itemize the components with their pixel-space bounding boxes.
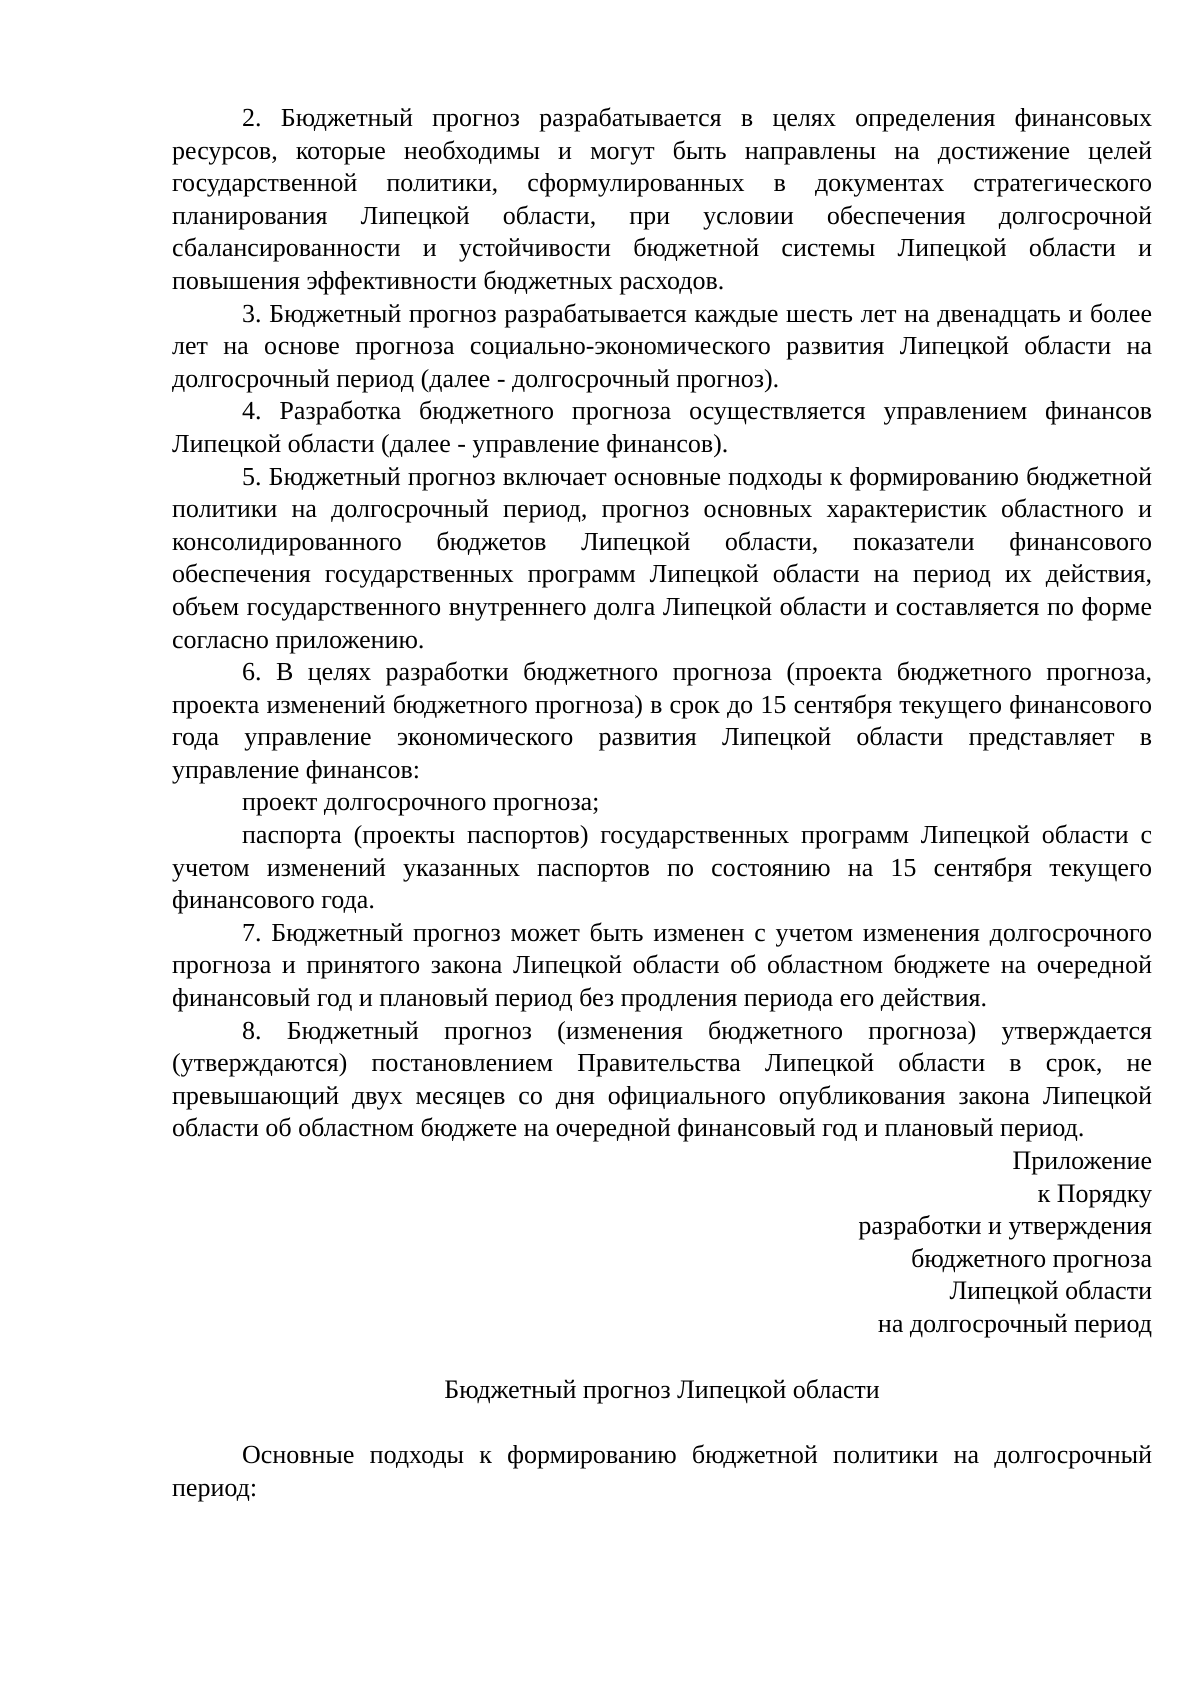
paragraph-5: 5. Бюджетный прогноз включает основные подходы к формированию бюджетной политики на долгосрочный период, прогноз основных характеристик областного и консолидированного бюджетов Липецкой области, показатели финансового обеспечения государственных программ Липецкой области на период их действия, объем государственного внутреннего долга Липецкой области и составляется по форме согласно приложению. — [172, 461, 1152, 654]
paragraph-6: 6. В целях разработки бюджетного прогноза (проекта бюджетного прогноза, проекта изменений бюджетного прогноза) в срок до 15 сентября текущего финансового года управление экономического развития Липецкой области представляет в управление финансов: — [172, 657, 1152, 784]
appendix-line: на долгосрочный период — [877, 1308, 1152, 1338]
paragraph-4: 4. Разработка бюджетного прогноза осуществляется управлением финансов Липецкой области (далее - управление финансов). — [172, 396, 1152, 458]
paragraph-3: 3. Бюджетный прогноз разрабатывается каждые шесть лет на двенадцать и более лет на основе прогноза социально-экономического развития Липецкой области на долгосрочный период (далее - долгосрочный прогноз). — [172, 298, 1152, 393]
paragraph-7: 7. Бюджетный прогноз может быть изменен с учетом изменения долгосрочного прогноза и принятого закона Липецкой области об областном бюджете на очередной финансовый год и плановый период без продления периода его действия. — [172, 917, 1152, 1013]
appendix-line: бюджетного прогноза — [911, 1243, 1152, 1273]
document-title: Бюджетный прогноз Липецкой области — [444, 1374, 880, 1404]
appendix-line: к Порядку — [1037, 1178, 1152, 1208]
appendix-header — [172, 1145, 1152, 1341]
appendix-line: Липецкой области — [949, 1276, 1152, 1306]
document-page — [172, 102, 1152, 1504]
approaches-heading: Основные подходы к формированию бюджетной политики на долгосрочный период: — [172, 1440, 1152, 1502]
paragraph-8: 8. Бюджетный прогноз (изменения бюджетного прогноза) утверждается (утверждаются) постановлением Правительства Липецкой области в срок, не превышающий двух месяцев со дня официального опубликования закона Липецкой области об областном бюджете на очередной финансовый год и плановый период. — [172, 1015, 1152, 1143]
appendix-line: Приложение — [1012, 1146, 1152, 1175]
paragraph-6-item-passports: паспорта (проекты паспортов) государственных программ Липецкой области с учетом изменений указанных паспортов по состоянию на 15 сентября текущего финансового года. — [172, 820, 1152, 915]
paragraph-2: 2. Бюджетный прогноз разрабатывается в целях определения финансовых ресурсов, которые необходимы и могут быть направлены на достижение целей государственной политики, сформулированных в документах стратегического планирования Липецкой области, при условии обеспечения долгосрочной сбалансированности и устойчивости бюджетной системы Липецкой области и повышения эффективности бюджетных расходов. — [172, 103, 1152, 295]
paragraph-6-item-forecast: проект долгосрочного прогноза; — [242, 787, 600, 817]
appendix-line: разработки и утверждения — [858, 1211, 1152, 1241]
